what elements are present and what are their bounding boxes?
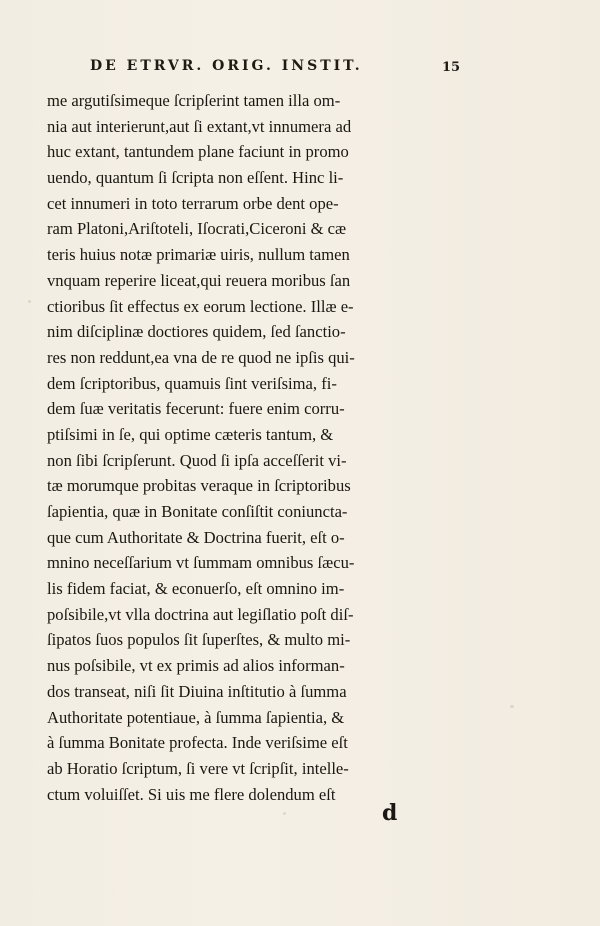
text-line: teris huius notæ primariæ uiris, nullum tamen	[47, 245, 350, 265]
running-head: DE ETRVR. ORIG. INSTIT.	[90, 58, 363, 74]
text-line: cet innumeri in toto terrarum orbe dent ope-	[47, 193, 339, 213]
text-line: huc extant, tantundem plane faciunt in promo	[47, 142, 349, 162]
page-number: 15	[442, 60, 461, 75]
text-line: poſsibile,vt vlla doctrina aut legiſlatio poſt diſ-	[47, 604, 354, 624]
text-line: ſapientia, quæ in Bonitate conſiſtit coniuncta-	[47, 502, 348, 521]
text-line: tæ morumque probitas veraque in ſcriptoribus	[47, 476, 351, 496]
text-line: non ſibi ſcripſerunt. Quod ſi ipſa acceſſerit vi-	[47, 450, 347, 470]
text-line: lis fidem faciat, & econuerſo, eſt omnino im-	[47, 579, 345, 599]
text-line: nim diſciplinæ doctiores quidem, ſed ſanctio-	[47, 322, 346, 342]
text-line: mnino neceſſarium vt ſummam omnibus ſæcu-	[47, 553, 355, 573]
text-line: dos transeat, niſi ſit Diuina inſtitutio à ſumma	[47, 681, 347, 701]
text-line: que cum Authoritate & Doctrina fuerit, eſt o-	[47, 527, 345, 547]
text-line: uendo, quantum ſi ſcripta non eſſent. Hinc li-	[47, 168, 344, 188]
text-line: ctum voluiſſet. Si uis me flere dolendum eſt	[47, 784, 336, 804]
paper-spot	[28, 300, 31, 303]
text-line: me argutiſsimeque ſcripſerint tamen illa om-	[47, 91, 341, 110]
text-line: Authoritate potentiaue, à ſumma ſapientia, &	[47, 707, 345, 727]
text-line: nus poſsibile, vt ex primis ad alios informan-	[47, 656, 345, 676]
text-line: ctioribus ſit effectus ex eorum lectione. Illæ e-	[47, 296, 354, 316]
text-line: ptiſsimi in ſe, qui optime cæteris tantum, &	[47, 424, 334, 444]
text-line: ab Horatio ſcriptum, ſi vere vt ſcripſit, intelle-	[47, 758, 349, 778]
body-text	[47, 88, 467, 807]
text-line: res non reddunt,ea vna de re quod ne ipſis qui-	[47, 347, 355, 367]
text-line: ſipatos ſuos populos ſit ſuperſtes, & multo mi-	[47, 630, 351, 650]
text-line: à ſumma Bonitate profecta. Inde veriſsime eſt	[47, 733, 348, 753]
text-line: vnquam reperire liceat,qui reuera moribus ſan	[47, 270, 351, 290]
text-line: dem ſuæ veritatis fecerunt: fuere enim corru-	[47, 399, 345, 419]
text-line: ram Platoni,Ariſtoteli, Iſocrati,Ciceroni & cæ	[47, 219, 347, 239]
paper-spot	[283, 812, 286, 815]
text-line: dem ſcriptoribus, quamuis ſint veriſsima, fi-	[47, 373, 337, 393]
text-line: nia aut interierunt,aut ſi extant,vt innumera ad	[47, 116, 352, 136]
paper-spot	[510, 705, 514, 708]
signature-mark: d	[382, 800, 398, 826]
